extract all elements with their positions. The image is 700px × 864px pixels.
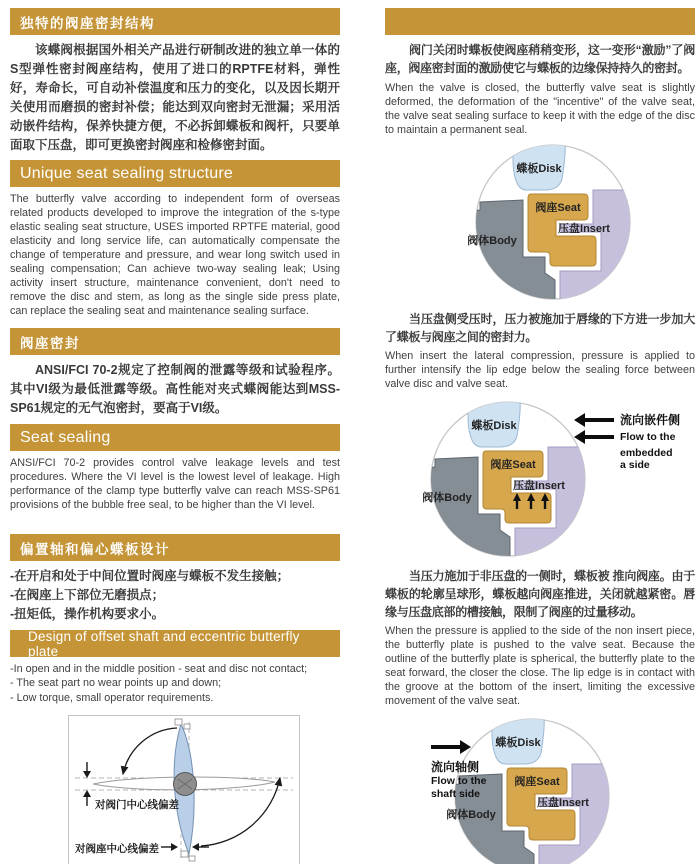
paragraph-valve-closed-en: When the valve is closed, the butterfly valve seat is slightly deformed, the deformation of the "incentive" of the valve seat, the valve seat sealing surface to keep it with the edge of the disc to maintain a permanent seal. (385, 82, 695, 136)
trunnion-bottom (181, 851, 188, 857)
paragraph-insert-side-cn: 当压盘侧受压时，压力被施加于唇缘的下方进一步加大了蝶板与阀座之间的密封力。 (385, 312, 695, 344)
header-text: 偏置轴和偏心蝶板设计 (20, 541, 170, 557)
bullet-item: - Low torque, small operator requirements. (10, 691, 214, 704)
insert-label: 压盘Insert (513, 480, 565, 492)
right-column (385, 0, 695, 864)
flow-label-en: Flow to the (431, 775, 487, 787)
cross-section-diagram-3 (385, 714, 695, 864)
paragraph-seat-sealing-en: ANSI/FCI 70-2 provides control valve leakage levels and test procedures. Where the VI level is the lowest level of leakage. High performance of the clamp type butterfly valve can reach MSS-SP61 provisions of the bubble free seal, to be higher than the VI level. (10, 457, 340, 511)
section-header-seal-structure-cn (10, 8, 340, 35)
arrow-head (83, 771, 91, 778)
header-text: Design of offset shaft and eccentric butterfly plate (28, 628, 300, 659)
left-flow-arrow-icon (578, 435, 614, 439)
arrow-head (192, 843, 199, 851)
flow-to-shaft-label (431, 740, 521, 800)
bullet-item: -在开启和处于中间位置时阀座与蝶板不发生接触； (10, 569, 290, 583)
disk-label: 蝶板Disk (471, 420, 517, 432)
insert-label: 压盘Insert (558, 223, 610, 235)
bullet-list-offset-cn (10, 567, 340, 624)
trunnion-bottom-2 (189, 856, 195, 861)
seat-label: 阀座Seat (535, 202, 581, 214)
body-label: 阀体Body (446, 809, 496, 821)
section-header-seat-sealing-cn (10, 328, 340, 355)
left-column (10, 0, 340, 864)
flow-label-en: shaft side (431, 787, 481, 800)
paragraph-seal-structure-cn: 该蝶阀根据国外相关产品进行研制改进的独立单一体的S型弹性密封阀座结构，使用了进口的RPTFE材料，弹性好，寿命长，可自动补偿温度和压力的变化，以及因长期开关使用而磨损的密封补偿；能达到双向密封无泄漏；采用活动嵌件结构，保养快捷方便，不必拆卸蝶板和阀杆，只要单面取下压盘，即可更换密封阀座和检修密封面。 (10, 43, 340, 152)
cross-section-diagram-1 (385, 140, 695, 304)
section-header-offset-design-en (10, 630, 340, 657)
disk-label: 蝶板Disk (495, 737, 541, 749)
section-header-bar-blank (385, 8, 695, 35)
seat-centerline-label: 对阀座中心线偏差 (75, 842, 159, 855)
valve-centerline-label: 对阀门中心线偏差 (95, 798, 179, 811)
body-label: 阀体Body (422, 492, 472, 504)
right-flow-arrow-icon (431, 745, 467, 749)
body-label: 阀体Body (467, 235, 517, 247)
paragraph-shaft-side-cn: 当压力施加于非压盘的一侧时，蝶板被 推向阀座。由于蝶板的轮廓呈球形，蝶板越向阀座推进，关闭就越紧密。唇缘与压盘底部的槽接触，限制了阀座的过量移动。 (385, 569, 695, 619)
header-text: 阀座密封 (20, 335, 80, 351)
bullet-item: -In open and in the middle position - seat and disc not contact; (10, 663, 308, 675)
flow-label-cn: 流向嵌件侧 (620, 413, 681, 427)
section-header-seat-sealing-en (10, 424, 340, 451)
arrow-head (171, 843, 178, 851)
bullet-item: - The seat part no wear points up and down; (10, 677, 222, 690)
left-flow-arrow-icon (578, 418, 614, 422)
header-text: Seat sealing (20, 428, 111, 446)
seat-label: 阀座Seat (490, 459, 536, 471)
cross-section-diagram-2 (385, 397, 695, 561)
valve-cross-section (438, 140, 668, 304)
bullet-item: -扭矩低，操作机构要求小。 (10, 607, 165, 621)
flow-to-insert-label (578, 411, 694, 472)
section-header-offset-design-cn (10, 534, 340, 561)
flow-label-cn: 流向轴侧 (431, 760, 480, 774)
section-header-seal-structure-en (10, 160, 340, 187)
flow-label-en: a side (620, 459, 650, 471)
paragraph-valve-closed-cn: 阀门关闭时蝶板使阀座稍稍变形，这一变形“激励”了阀座，阀座密封面的激励使它与蝶板的边缘保持持久的密封。 (385, 43, 695, 75)
paragraph-insert-side-en: When insert the lateral compression, pressure is applied to further intensify the lip edge below the sealing force between valve disc and valve seat. (385, 350, 695, 390)
header-text: Unique seat sealing structure (20, 164, 234, 182)
bullet-list-offset-en (10, 662, 340, 705)
seat-label: 阀座Seat (514, 776, 560, 788)
flow-label-en: Flow to the (620, 431, 676, 443)
trunnion-top-2 (184, 724, 190, 729)
paragraph-seat-sealing-cn: ANSI/FCI 70-2规定了控制阀的泄露等级和试验程序。其中VI级为最低泄露等级。高性能对夹式蝶阀能达到MSS-SP61规定的无气泡密封，要高于VI级。 (10, 363, 340, 415)
rotation-arrow-left-icon (123, 728, 177, 774)
offset-diagram (68, 715, 300, 864)
trunnion-top (175, 719, 182, 725)
header-text: 独特的阀座密封结构 (20, 15, 155, 31)
flow-label-en: embedded (620, 446, 673, 459)
arrow-head (83, 790, 91, 797)
paragraph-shaft-side-en: When the pressure is applied to the side of the non insert piece, the butterfly plate is pushed to the valve seat. Because the outline of the butterfly plate is spherical, the butterfly plate to the seat forward, the closer the close. The lip edge is in contact with the groove at the bottom of the insert, limiting the excessive movement of the valve seat. (385, 625, 695, 707)
bullet-item: -在阀座上下部位无磨损点； (10, 588, 165, 602)
insert-label: 压盘Insert (537, 797, 589, 809)
paragraph-seal-structure-en: The butterfly valve according to independent form of overseas related products developed to improve the integration of the s-type elastic sealing seat structure, USES imported RPTFE material, good elasticity and long service life, can automatically compensate the change of temperature and pressure, and wear long switch used in sealing compensation; Can achieve two-way sealing leak; Using activity insert structure, maintenance convenient, don't need to remove the disc and stem, as long as the single side press plate, can replace the sealing seat and maintenance sealing surface. (10, 193, 340, 317)
disk-label: 蝶板Disk (516, 163, 562, 175)
